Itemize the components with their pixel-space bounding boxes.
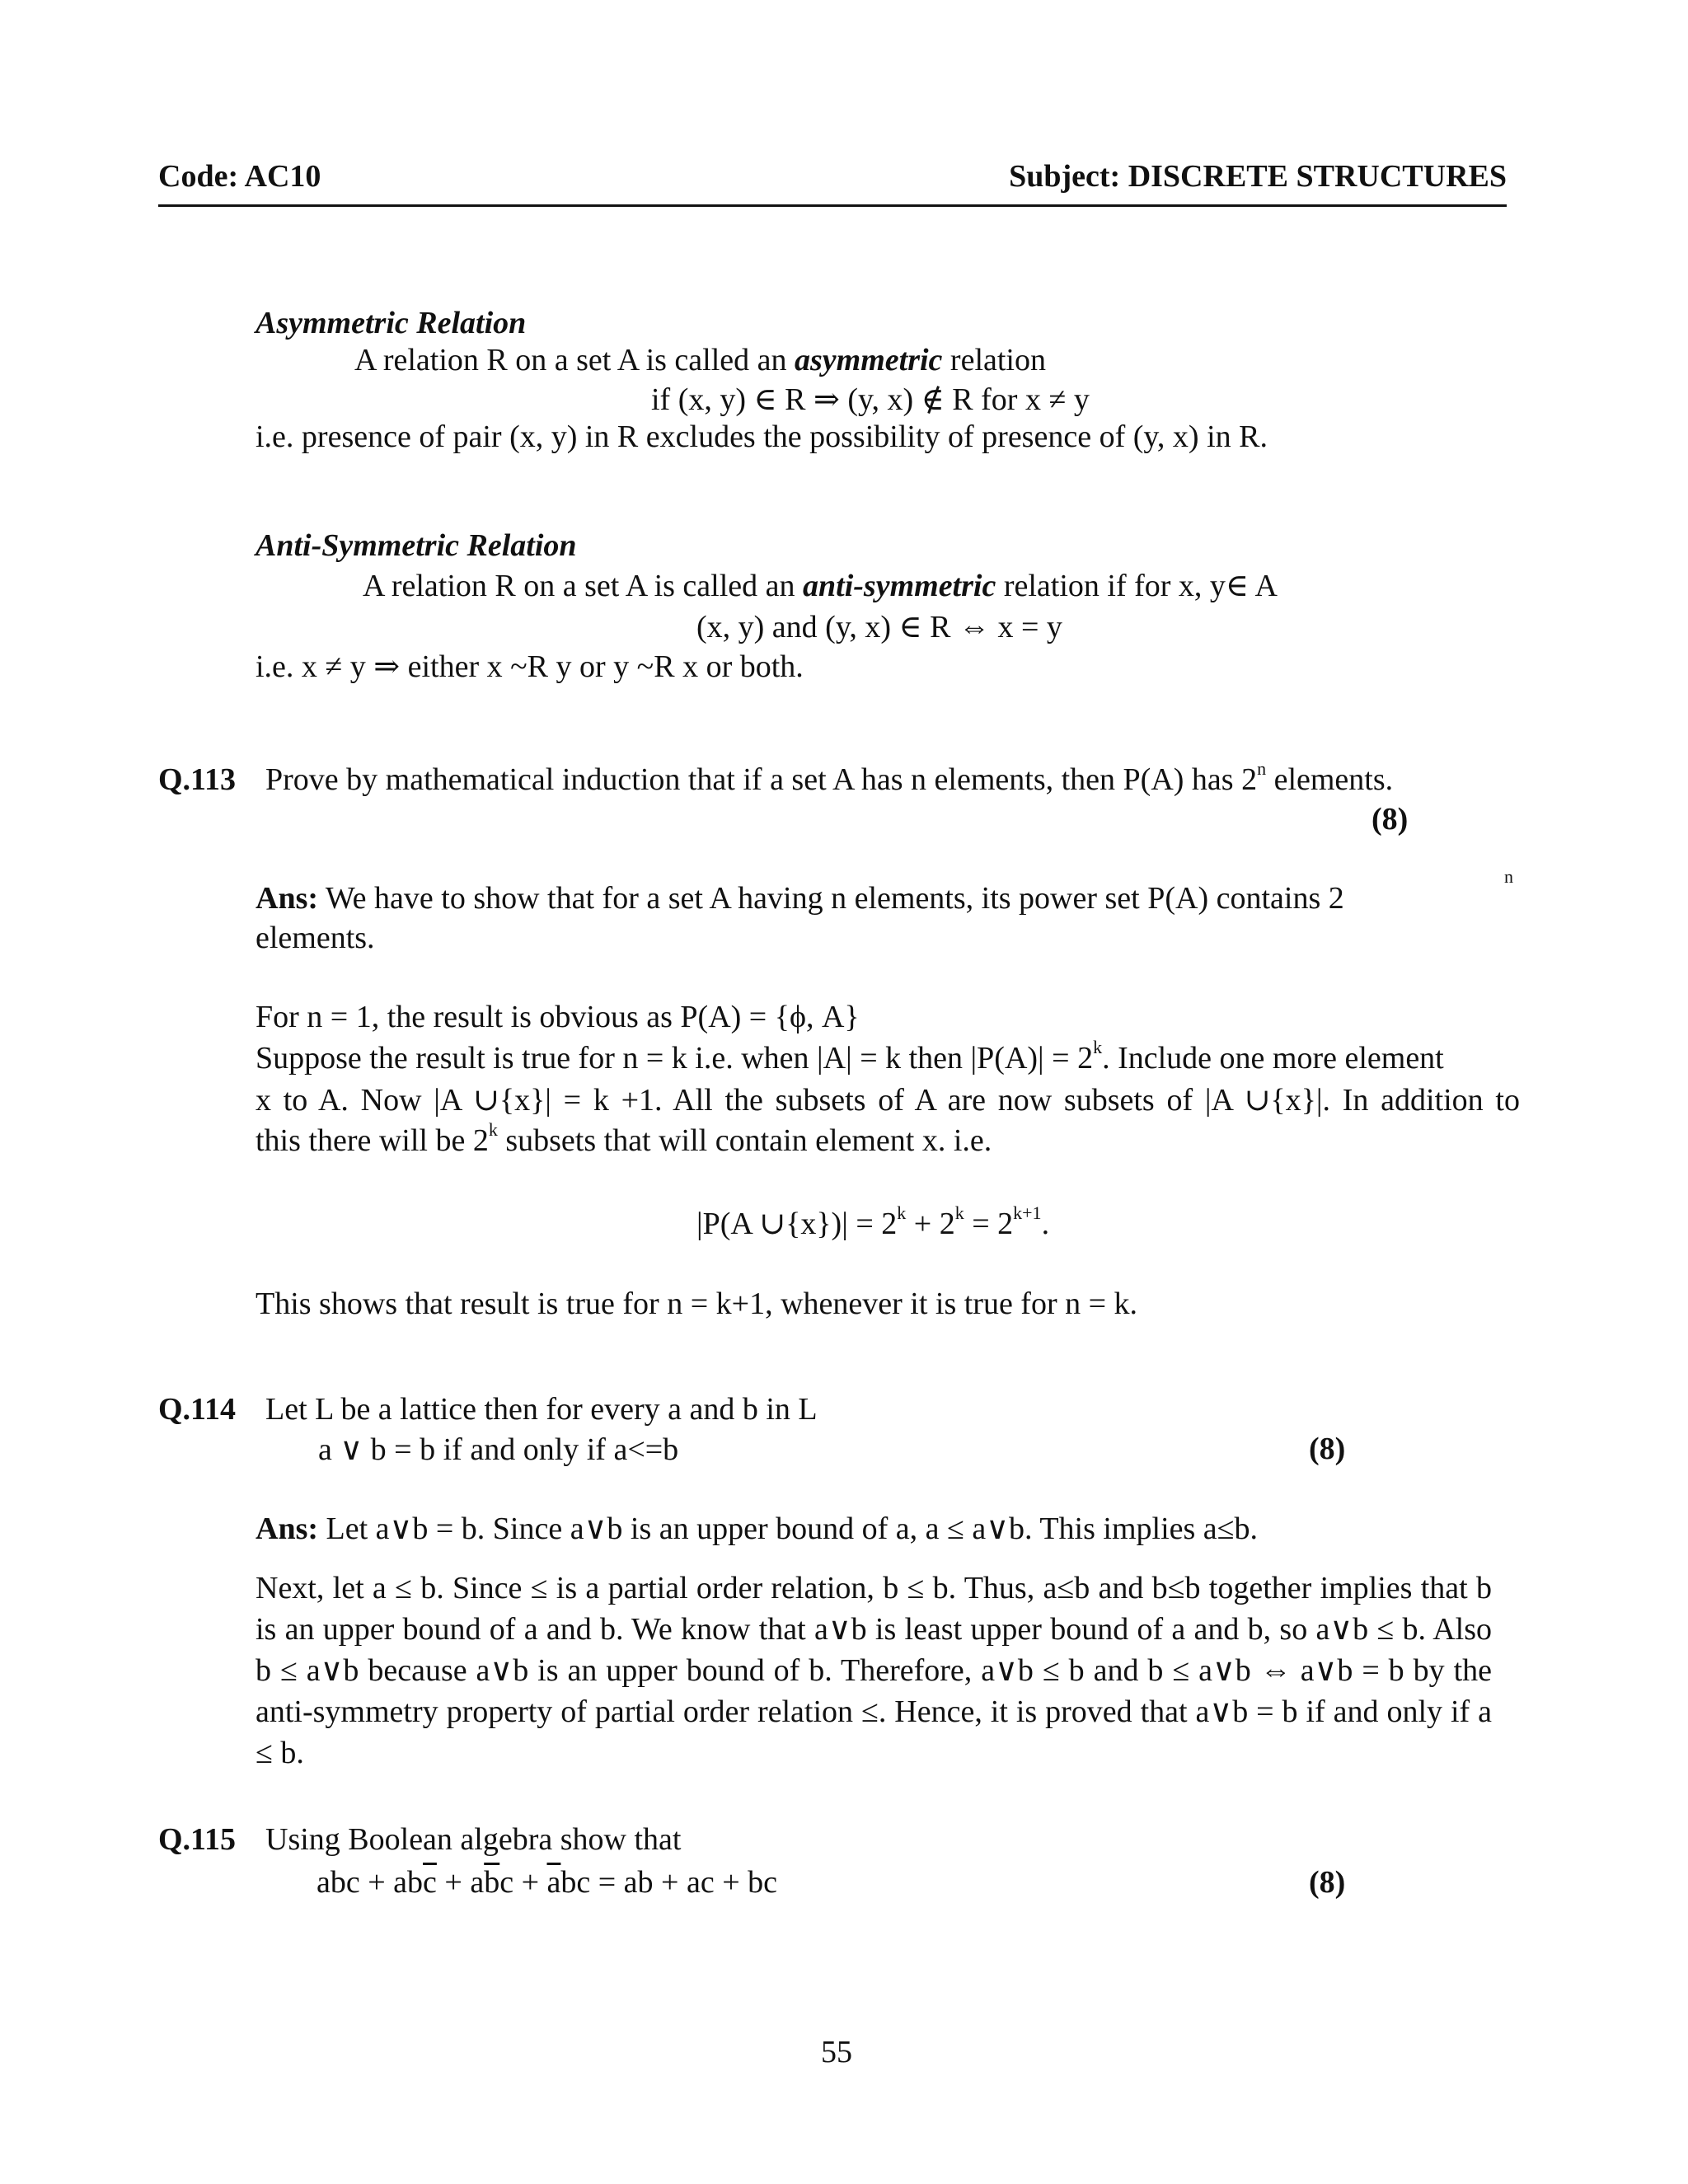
- q114-question: Let L be a lattice then for every a and b in L: [265, 1392, 818, 1427]
- header-code: Code: AC10: [158, 159, 321, 194]
- q115-expression: abc + $ab\overline{c} + a\overline{b}c + \overline{a}bc$ = ab + ac + bc: [316, 1865, 777, 1900]
- q113-inductive-step: Suppose the result is true for n = k i.e. when |A| = k then $|P(A)| = 2^k$. Include one more element: [256, 1037, 1444, 1076]
- q114-statement: a ∨ b = b if and only if a<=b: [318, 1432, 679, 1467]
- header-rule: [158, 204, 1507, 207]
- q115-question: Using Boolean algebra show that: [265, 1822, 682, 1857]
- q115-number: Q.115: [158, 1822, 236, 1857]
- anti-explanation: i.e. x ≠ y ⇒ either x ~R y or y ~R x or both.: [256, 649, 804, 684]
- q115-marks: (8): [1309, 1865, 1346, 1900]
- q114-answer-body: Next, let a ≤ b. Since ≤ is a partial order relation, b ≤ b. Thus, a≤b and b≤b together implies that b is an upper bound of a and b. We know that a∨b is least upper bound of a and b, so a∨b ≤ b. Also b ≤ a∨b because a∨b is an upper bound of b. Therefore, a∨b ≤ b and b ≤ a∨b ⇔ a∨b = b by the anti-symmetry property of partial order relation ≤. Hence, it is proved that a∨b = b if and only if a ≤ b.: [256, 1571, 1492, 1770]
- q113-answer-intro: Ans: We have to show that for a set A having n elements, its power set P(A) contains 2 $^n$ elements.: [256, 866, 1513, 955]
- q113-inductive-step-3: this there will be 2$^k$ subsets that will contain element x. i.e.: [256, 1119, 992, 1158]
- q113-number: Q.113: [158, 762, 236, 797]
- q114-marks: (8): [1309, 1432, 1346, 1466]
- q113-question: Prove by mathematical induction that if a set A has n elements, then P(A) has 2$^n$ elements.: [265, 758, 1394, 797]
- q113-equation: |P(A ∪{x})| = $2^k + 2^k = 2^{k+1}$.: [696, 1202, 1050, 1241]
- q113-marks: (8): [1372, 802, 1409, 837]
- page-number: 55: [821, 2035, 852, 2069]
- anti-title: Anti-Symmetric Relation: [256, 528, 577, 563]
- anti-definition: A relation R on a set A is called an anti-symmetric relation if for x, y∈ A: [363, 569, 1278, 603]
- q114-number: Q.114: [158, 1392, 236, 1427]
- anti-formula: (x, y) and (y, x) ∈ R ⇔ x = y: [696, 610, 1062, 644]
- asym-title: Asymmetric Relation: [256, 306, 527, 340]
- q113-inductive-step-2: x to A. Now |A ∪{x}| = k +1. All the subsets of A are now subsets of |A ∪{x}|. In addition to: [256, 1083, 1520, 1118]
- asym-formula: if (x, y) ∈ R ⇒ (y, x) ∉ R for x ≠ y: [651, 382, 1090, 417]
- asym-definition: A relation R on a set A is called an asymmetric relation: [354, 343, 1046, 377]
- q114-answer-first: Ans: Let a∨b = b. Since a∨b is an upper bound of a, a ≤ a∨b. This implies a≤b.: [256, 1511, 1259, 1546]
- q113-conclusion: This shows that result is true for n = k+1, whenever it is true for n = k.: [256, 1286, 1138, 1321]
- asym-explanation: i.e. presence of pair (x, y) in R excludes the possibility of presence of (y, x) in R.: [256, 419, 1268, 454]
- header-subject: Subject: DISCRETE STRUCTURES: [1009, 159, 1507, 194]
- q113-base-case: For n = 1, the result is obvious as P(A) = {ϕ, A}: [256, 1000, 860, 1034]
